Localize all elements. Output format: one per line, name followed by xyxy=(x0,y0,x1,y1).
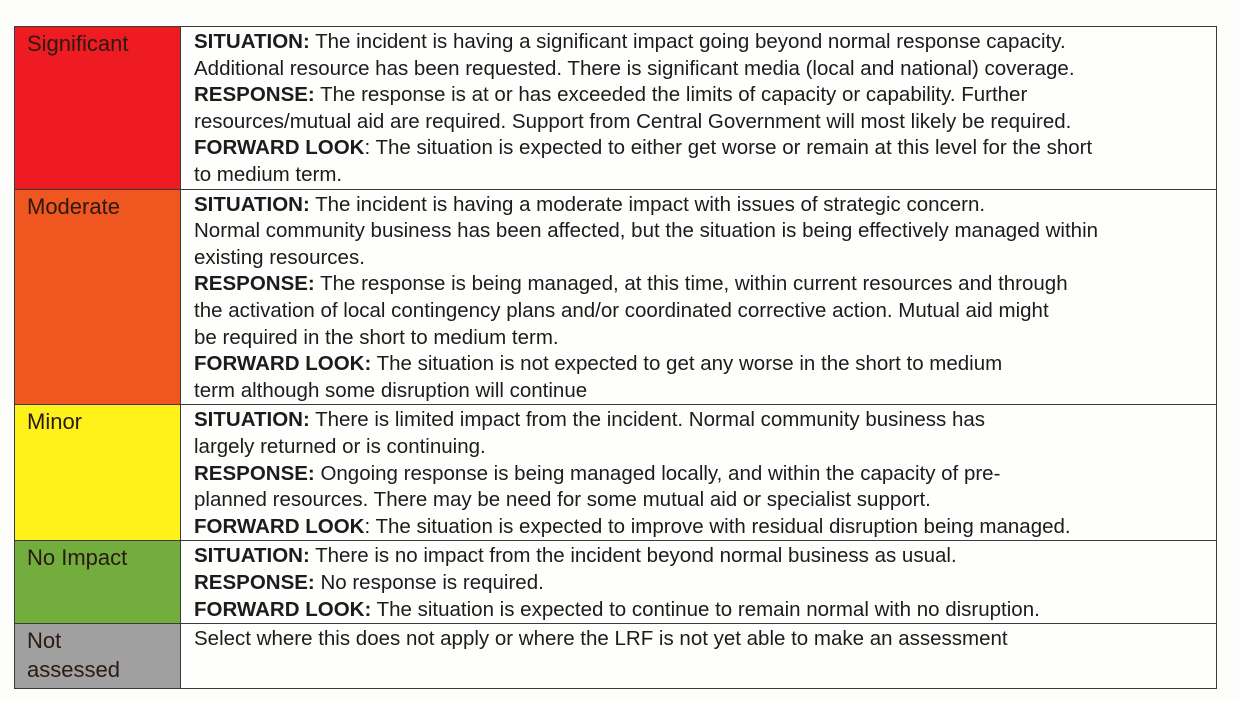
table-row-minor xyxy=(15,405,1217,541)
table-row-significant xyxy=(15,27,1217,190)
description-line: to medium term. xyxy=(194,162,343,186)
description-line: Select where this does not apply or where the LRF is not yet able to make an assessment xyxy=(194,627,1008,651)
description-cell-minor xyxy=(181,405,1217,541)
description-line: Additional resource has been requested. There is significant media (local and national) coverage. xyxy=(194,56,1075,80)
response-label: RESPONSE: xyxy=(194,272,315,296)
description-line: term although some disruption will continue xyxy=(194,378,588,402)
response-text: Ongoing response is being managed locally, and within the capacity of pre- xyxy=(320,461,1001,485)
description-line xyxy=(194,461,1206,488)
situation-text: There is no impact from the incident beyond normal business as usual. xyxy=(315,544,957,568)
table-row-not-assessed xyxy=(15,624,1217,689)
description-line xyxy=(194,597,1206,624)
description-line: Normal community business has been affected, but the situation is being effectively managed within xyxy=(194,219,1099,243)
description-cell-moderate xyxy=(181,189,1217,405)
level-label: Significant xyxy=(27,31,129,56)
assessment-level-table-page xyxy=(14,26,1217,689)
description-line xyxy=(194,271,1206,298)
description-line xyxy=(194,570,1206,597)
forward-look-text: The situation is not expected to get any worse in the short to medium xyxy=(376,352,1003,376)
level-label: No Impact xyxy=(27,545,128,571)
forward-look-label: FORWARD LOOK xyxy=(194,514,365,538)
situation-label: SITUATION: xyxy=(194,30,310,53)
level-label: Minor xyxy=(27,409,83,435)
forward-look-text: The situation is expected to continue to remain normal with no disruption. xyxy=(376,597,1040,621)
level-cell-no-impact xyxy=(15,541,181,624)
description-cell-significant xyxy=(181,27,1217,190)
level-label: assessed xyxy=(27,657,120,683)
forward-look-label: FORWARD LOOK: xyxy=(194,597,372,621)
description-line: planned resources. There may be need for some mutual aid or specialist support. xyxy=(194,488,931,512)
forward-look-label: FORWARD LOOK: xyxy=(194,352,372,376)
description-line xyxy=(194,514,1206,541)
response-label: RESPONSE: xyxy=(194,570,315,594)
assessment-level-table xyxy=(14,26,1217,689)
level-cell-moderate xyxy=(15,189,181,405)
situation-label: SITUATION: xyxy=(194,192,310,216)
description-cell-not-assessed xyxy=(181,624,1217,689)
description-line: largely returned or is continuing. xyxy=(194,434,486,458)
response-text: The response is at or has exceeded the limits of capacity or capability. Further xyxy=(320,83,1028,107)
description-line xyxy=(194,29,1206,56)
situation-text: The incident is having a moderate impact with issues of strategic concern. xyxy=(315,192,986,216)
description-line: existing resources. xyxy=(194,245,365,269)
description-cell-no-impact xyxy=(181,541,1217,624)
level-cell-significant xyxy=(15,27,181,190)
description-line: resources/mutual aid are required. Support from Central Government will most likely be required. xyxy=(194,109,1072,133)
description-line xyxy=(194,543,1206,570)
table-row-moderate xyxy=(15,189,1217,405)
level-label: Moderate xyxy=(27,193,120,219)
description-line xyxy=(194,82,1206,109)
response-label: RESPONSE: xyxy=(194,461,315,485)
situation-text: There is limited impact from the incident. Normal community business has xyxy=(315,408,986,432)
forward-look-text: : The situation is expected to improve with residual disruption being managed. xyxy=(364,514,1071,538)
response-text: No response is required. xyxy=(320,570,544,594)
description-line xyxy=(194,407,1206,434)
level-cell-minor xyxy=(15,405,181,541)
forward-look-text: : The situation is expected to either get worse or remain at this level for the short xyxy=(364,136,1093,160)
description-line: be required in the short to medium term. xyxy=(194,325,559,349)
forward-look-label: FORWARD LOOK xyxy=(194,136,365,160)
description-line: the activation of local contingency plans and/or coordinated corrective action. Mutual aid might xyxy=(194,298,1049,322)
description-line xyxy=(194,192,1206,219)
response-text: The response is being managed, at this time, within current resources and through xyxy=(320,272,1068,296)
situation-label: SITUATION: xyxy=(194,408,310,432)
situation-label: SITUATION: xyxy=(194,544,310,568)
description-line xyxy=(194,135,1206,162)
level-cell-not-assessed xyxy=(15,624,181,689)
situation-text: The incident is having a significant impact going beyond normal response capacity. xyxy=(315,30,1066,53)
level-label: Not xyxy=(27,628,62,654)
response-label: RESPONSE: xyxy=(194,83,315,107)
description-line xyxy=(194,351,1206,378)
table-row-no-impact xyxy=(15,541,1217,624)
